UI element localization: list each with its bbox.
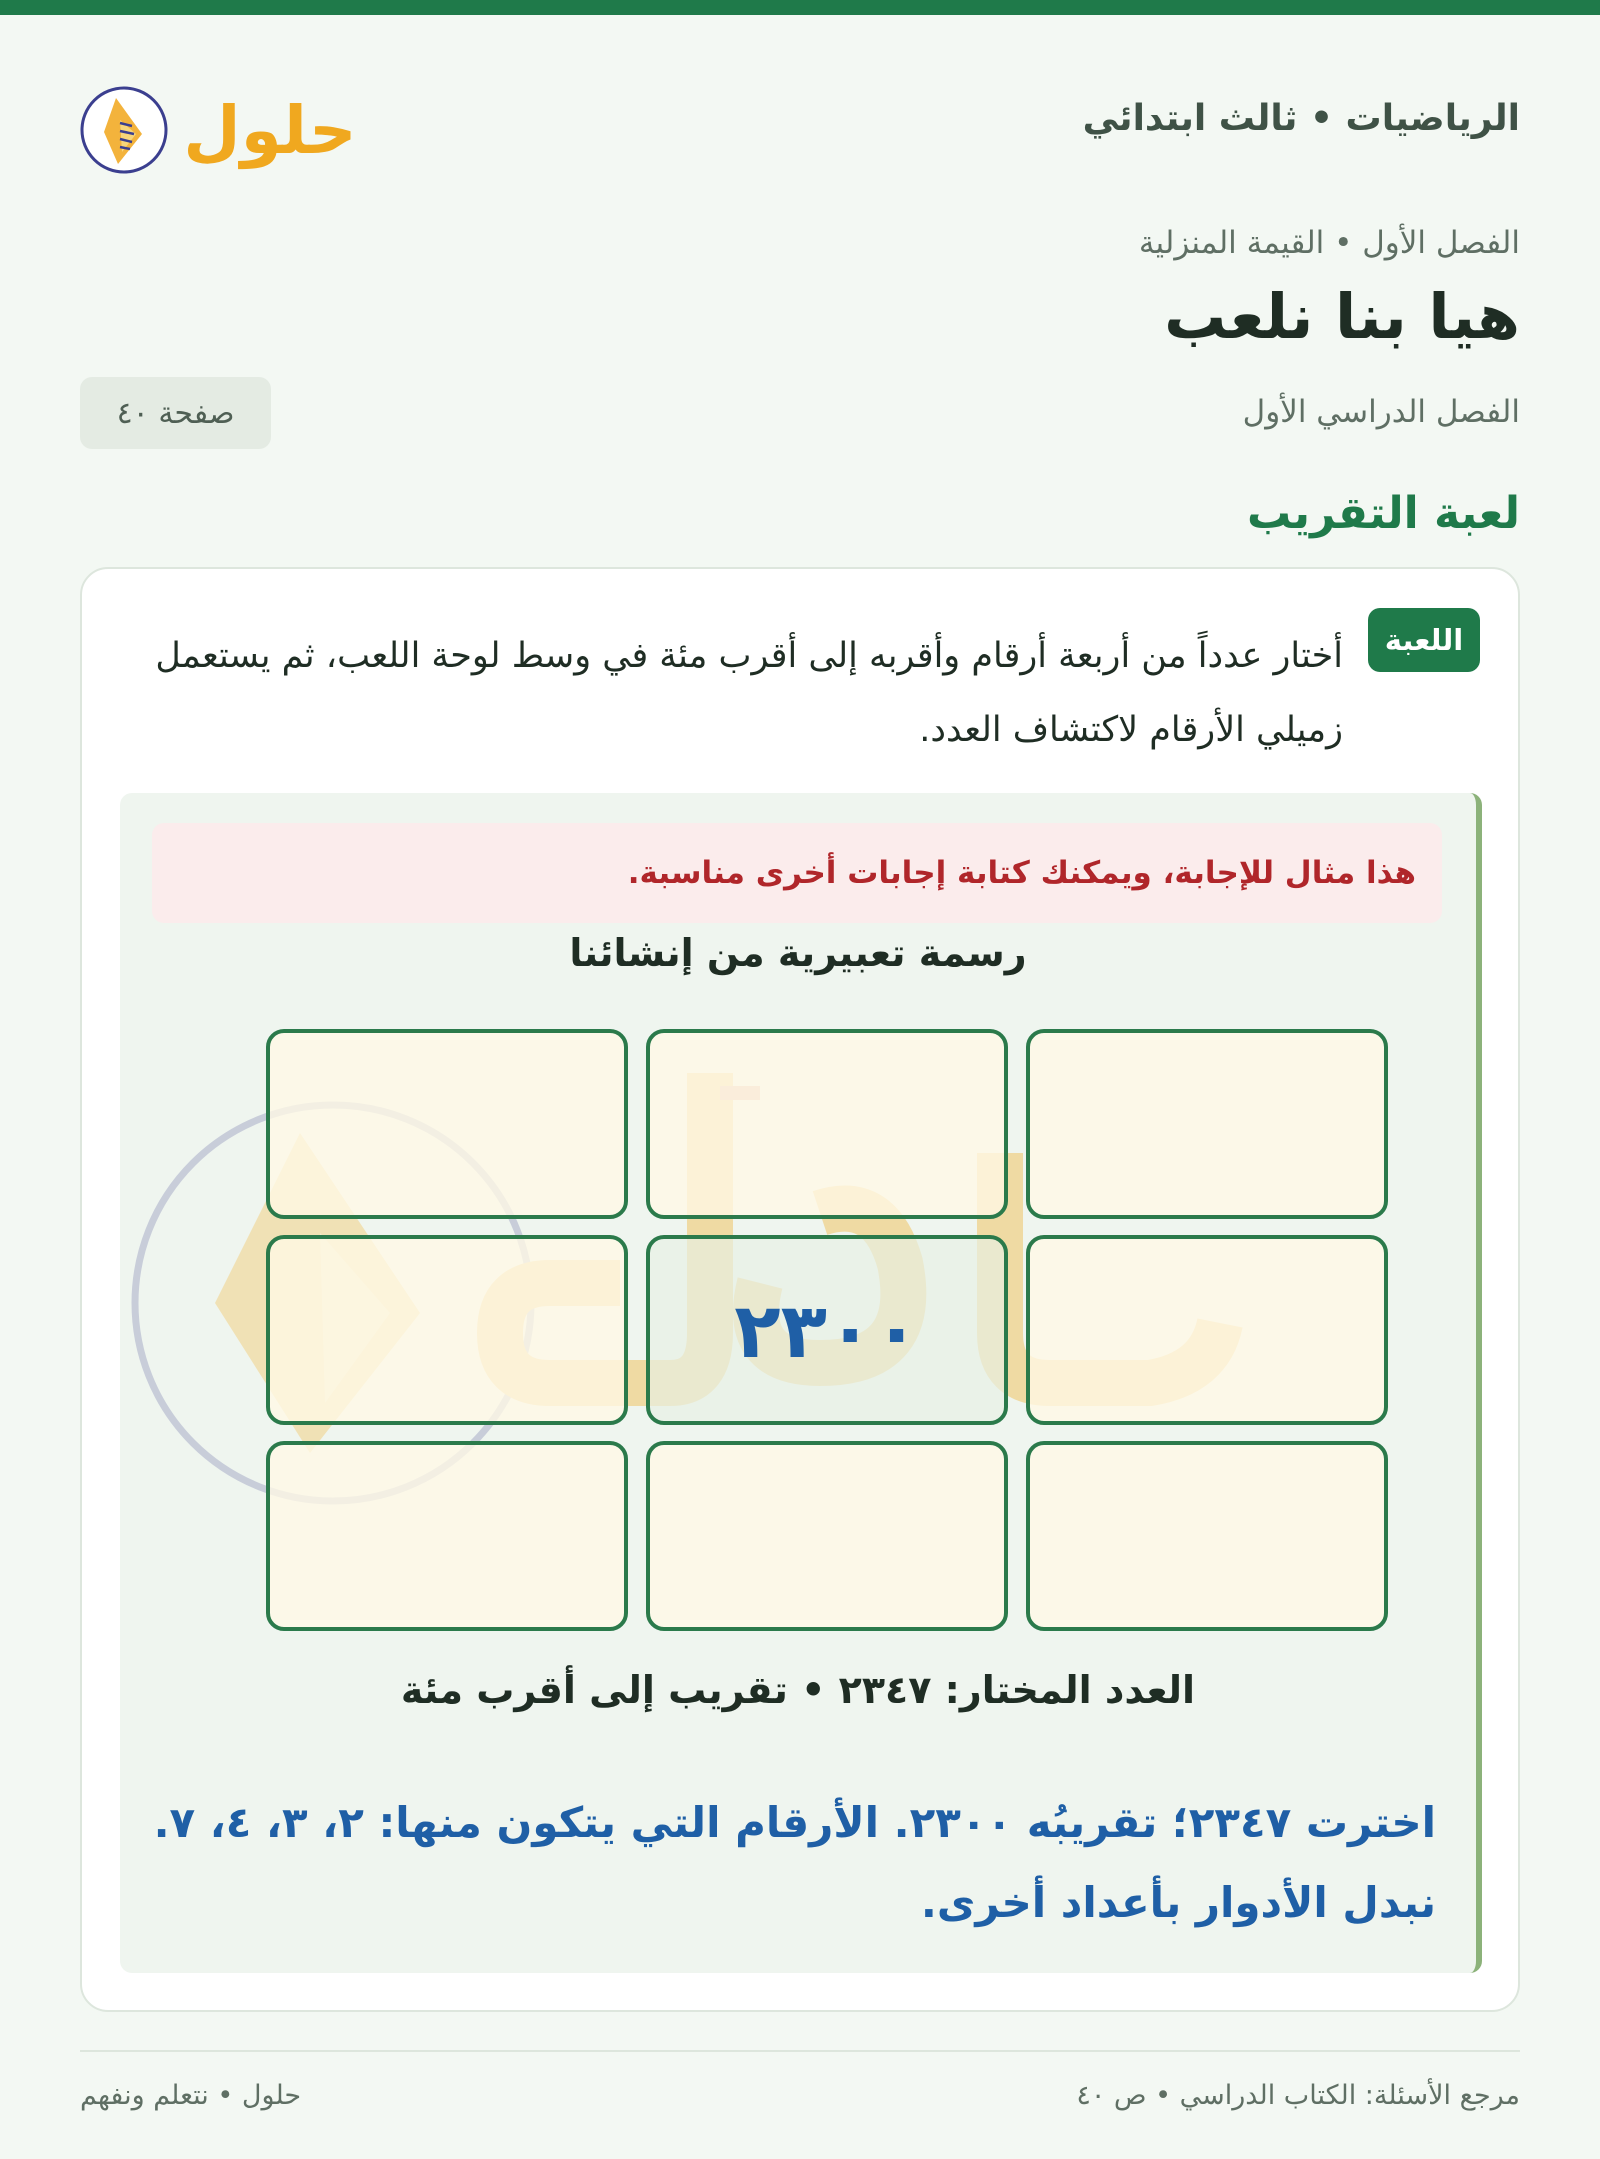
board-cell — [1026, 1441, 1388, 1631]
semester-label: الفصل الدراسي الأول — [1242, 394, 1520, 430]
exercise-tag: اللعبة — [1368, 608, 1480, 672]
footer-reference: مرجع الأسئلة: الكتاب الدراسي • ص ٤٠ — [1076, 2080, 1520, 2111]
board-cell — [266, 1441, 628, 1631]
question-text: أختار عدداً من أربعة أرقام وأقربه إلى أقرب مئة في وسط لوحة اللعب، ثم يستعمل زميلي الأرقام لاكتشاف العدد. — [155, 636, 1343, 750]
answer-line: نبدل الأدوار بأعداد أخرى. — [920, 1878, 1436, 1927]
section-title: لعبة التقريب — [1246, 488, 1520, 539]
top-accent-bar — [0, 0, 1600, 15]
chapter-label: الفصل الأول • القيمة المنزلية — [1138, 225, 1520, 261]
page-header — [80, 60, 1520, 200]
board-cell — [646, 1441, 1008, 1631]
page-title: هيا بنا نلعب — [1164, 280, 1520, 353]
board-cell — [1026, 1235, 1388, 1425]
board-cell — [646, 1029, 1008, 1219]
footer-brand: حلول • نتعلم ونفهم — [80, 2080, 302, 2111]
answer-box — [120, 793, 1482, 1973]
board-center-cell — [646, 1235, 1008, 1425]
rounded-number: ٢٣٠٠ — [734, 1285, 920, 1375]
answer-text — [146, 1783, 1436, 1943]
answer-line: اخترت ٢٣٤٧؛ تقريبُه ٢٣٠٠. الأرقام التي يتكون منها: ٢، ٣، ٤، ٧. — [153, 1798, 1436, 1847]
page-number-badge: صفحة ٤٠ — [80, 377, 271, 449]
footer-divider — [80, 2050, 1520, 2052]
subject-grade: الرياضيات • ثالث ابتدائي — [1082, 98, 1520, 139]
site-logo[interactable] — [80, 60, 370, 200]
exercise-card — [80, 567, 1520, 2012]
logo-icon — [80, 60, 370, 200]
logo-wordmark: حلول — [183, 92, 357, 169]
example-note: هذا مثال للإجابة، ويمكنك كتابة إجابات أخرى مناسبة. — [152, 823, 1442, 923]
board-cell — [266, 1235, 628, 1425]
board-cell — [266, 1029, 628, 1219]
chosen-number-caption: العدد المختار: ٢٣٤٧ • تقريب إلى أقرب مئة — [400, 1668, 1196, 1712]
board-title: رسمة تعبيرية من إنشائنا — [569, 931, 1027, 975]
board-cell — [1026, 1029, 1388, 1219]
